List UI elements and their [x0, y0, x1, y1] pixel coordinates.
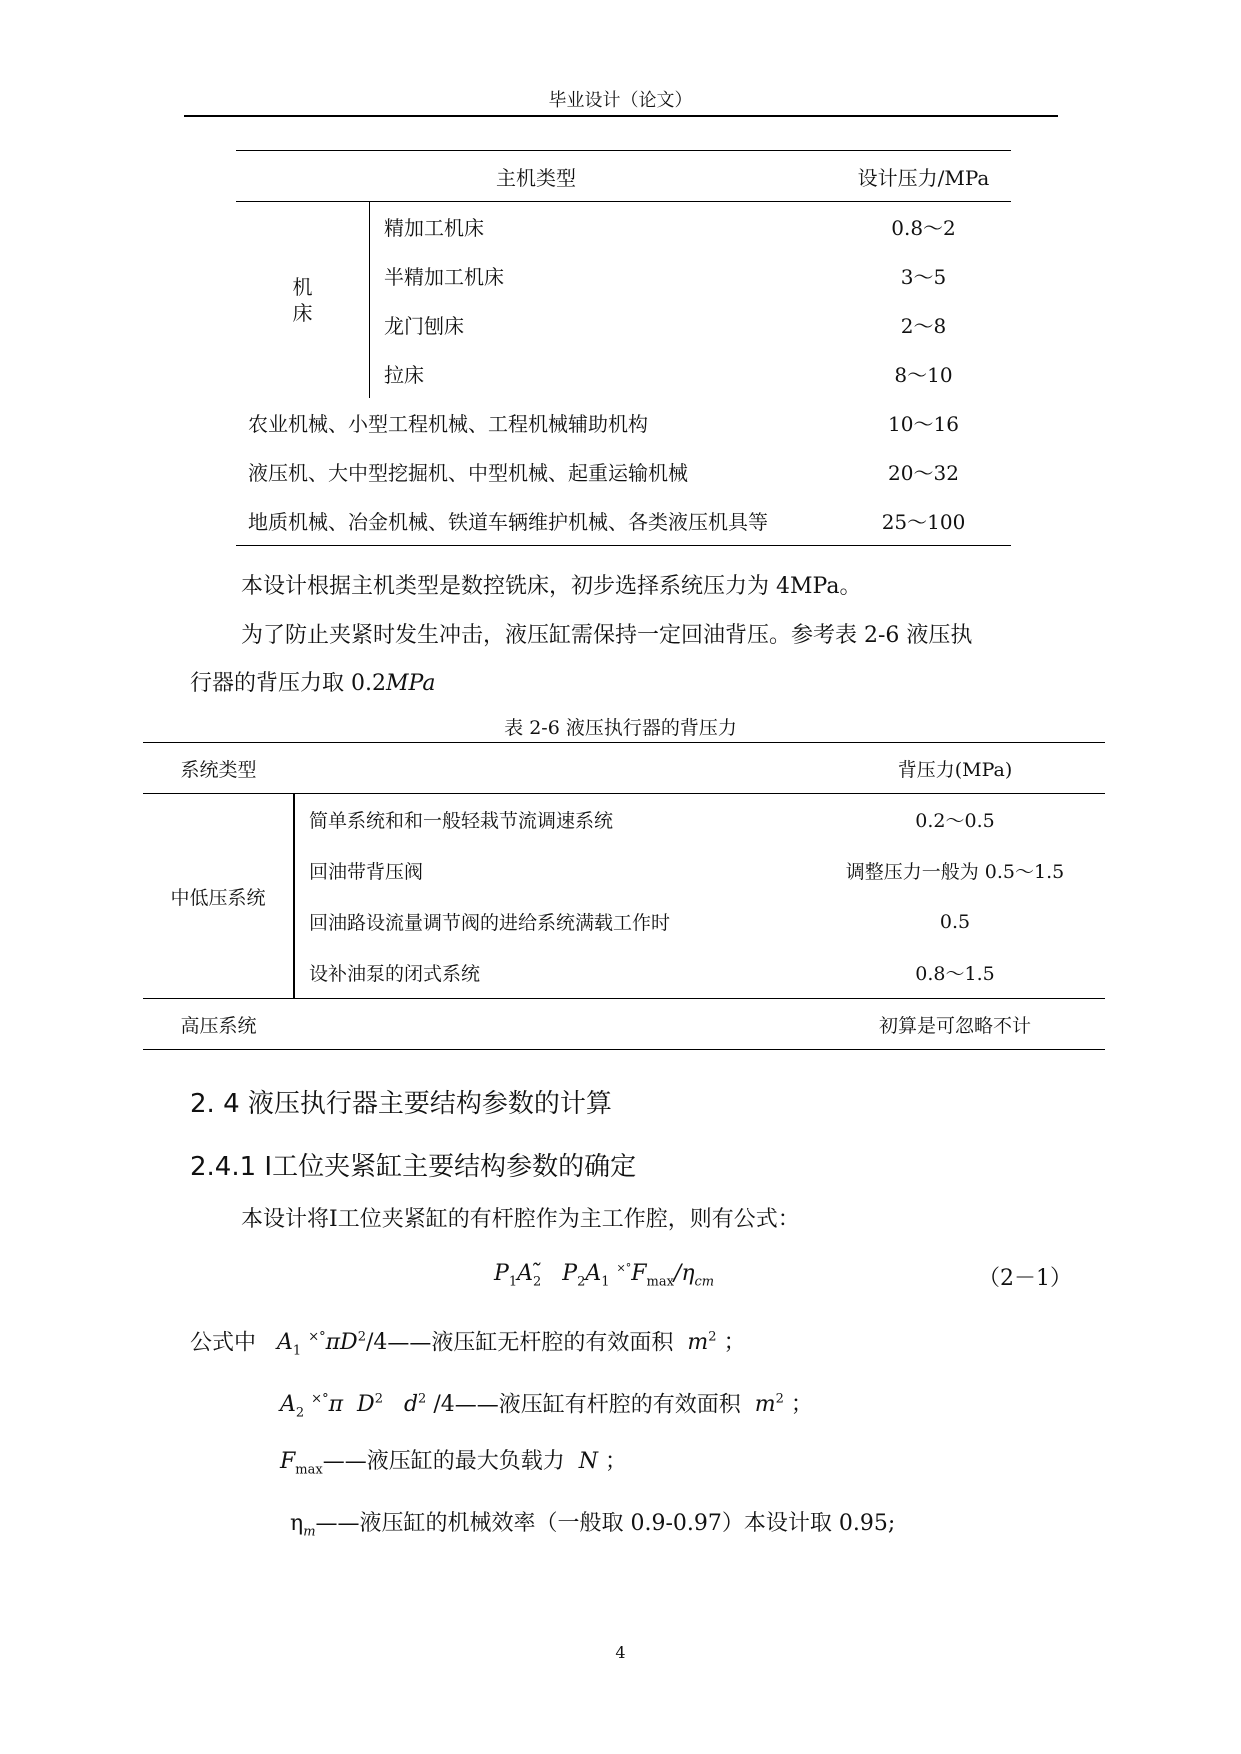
definition-fmax-text: ——液压缸的最大负载力: [322, 1449, 565, 1474]
paragraph-system-pressure: 本设计根据主机类型是数控铣床，初步选择系统压力为 4MPa。: [241, 574, 862, 599]
equation-number: （2－1）: [978, 1266, 1072, 1291]
paragraph-back-pressure-line2: [190, 669, 435, 699]
table-cell: 3～5: [900, 265, 947, 289]
equation-2-1: $P_1A_2̃$ $P_2A_1$ $^{\times^\circ}F_{max}/\eta_{cm}$: [494, 1261, 715, 1290]
definition-efficiency: [290, 1509, 895, 1547]
high-pressure-value: 初算是可忽略不计: [805, 999, 1105, 1050]
definition-a1-text: ——液压缸无杆腔的有效面积: [387, 1330, 674, 1356]
unit-m2: $m^2$ ；: [687, 1330, 746, 1356]
table-cell: 回油带背压阀: [309, 861, 424, 883]
table-caption: 表 2-6 液压执行器的背压力: [504, 717, 737, 739]
table-cell: 地质机械、冶金机械、铁道车辆维护机械、各类液压机具等: [236, 496, 836, 546]
table-cell: 设补油泵的闭式系统: [309, 963, 481, 985]
table-cell: 拉床: [384, 363, 424, 387]
col-header-pressure: 设计压力/MPa: [836, 151, 1011, 202]
table-cell: 0.5: [939, 910, 971, 933]
table-cell: 回油路设流量调节阀的进给系统满载工作时: [309, 912, 671, 934]
table-cell: 精加工机床: [384, 216, 484, 240]
header-rule: [184, 115, 1058, 117]
page-number: 4: [615, 1643, 626, 1662]
table-cell: 简单系统和和一般轻栽节流调速系统: [309, 810, 614, 832]
definition-a2: [280, 1385, 813, 1429]
back-pressure-text: 行器的背压力取 0.2: [190, 671, 386, 696]
definition-prefix: 公式中: [190, 1330, 257, 1356]
col-header-system-type: 系统类型: [143, 743, 294, 794]
definition-fmax: [280, 1447, 627, 1485]
unit-m2: $m^2$ ；: [754, 1392, 813, 1418]
paragraph-back-pressure-line1: 为了防止夹紧时发生冲击，液压缸需保持一定回油背压。参考表 2-6 液压执: [241, 623, 973, 648]
unit-newton: N ；: [578, 1449, 627, 1474]
table-cell: 调整压力一般为 0.5～1.5: [845, 861, 1065, 883]
table-cell: 8～10: [894, 363, 953, 387]
formula-a2: $A_2$ ×°π $D^2$ $d^2$ /4: [280, 1392, 455, 1421]
definition-efficiency-text: ——液压缸的机械效率（一般取 0.9-0.97）本设计取 0.95;: [315, 1511, 896, 1536]
high-pressure-label: 高压系统: [143, 999, 294, 1050]
paragraph-main-chamber: 本设计将Ⅰ工位夹紧缸的有杆腔作为主工作腔，则有公式：: [241, 1207, 800, 1232]
machine-tool-group: [236, 202, 370, 399]
table-cell: 液压机、大中型挖掘机、中型机械、起重运输机械: [248, 461, 688, 485]
back-pressure-unit: MPa: [385, 671, 436, 696]
formula-a1: $A_1$ $^{\times^\circ}\pi D^2/4$: [277, 1330, 388, 1359]
col-header-type: 主机类型: [236, 151, 836, 202]
table-cell: 农业机械、小型工程机械、工程机械辅助机构: [248, 412, 648, 436]
table-cell: 龙门刨床: [384, 314, 464, 338]
table-cell: 半精加工机床: [384, 265, 504, 289]
formula-eta-m: $\eta_m$: [290, 1511, 316, 1540]
section-heading-2-4: 2. 4 液压执行器主要结构参数的计算: [190, 1089, 612, 1119]
back-pressure-table: [143, 742, 1105, 1050]
definition-a1: [190, 1323, 746, 1367]
table-cell: 0.8～2: [891, 216, 956, 240]
formula-fmax: $F_{max}$: [280, 1449, 323, 1478]
table-cell: 20～32: [888, 461, 959, 485]
table-cell: 10～16: [888, 412, 959, 436]
section-heading-2-4-1: 2.4.1 Ⅰ工位夹紧缸主要结构参数的确定: [190, 1152, 637, 1182]
table-cell: 0.8～1.5: [915, 963, 995, 985]
system-group-label: 中低压系统: [143, 794, 294, 999]
definition-a2-text: ——液压缸有杆腔的有效面积: [454, 1392, 741, 1418]
running-header: 毕业设计（论文）: [548, 90, 693, 111]
col-header-back-pressure: 背压力(MPa): [805, 743, 1105, 794]
table-cell: 25～100: [836, 496, 1011, 546]
table-cell: 0.2～0.5: [915, 810, 995, 832]
table-cell: 2～8: [900, 314, 947, 338]
design-pressure-table: [236, 150, 1011, 546]
machine-tool-group-label: 机床: [292, 275, 313, 325]
